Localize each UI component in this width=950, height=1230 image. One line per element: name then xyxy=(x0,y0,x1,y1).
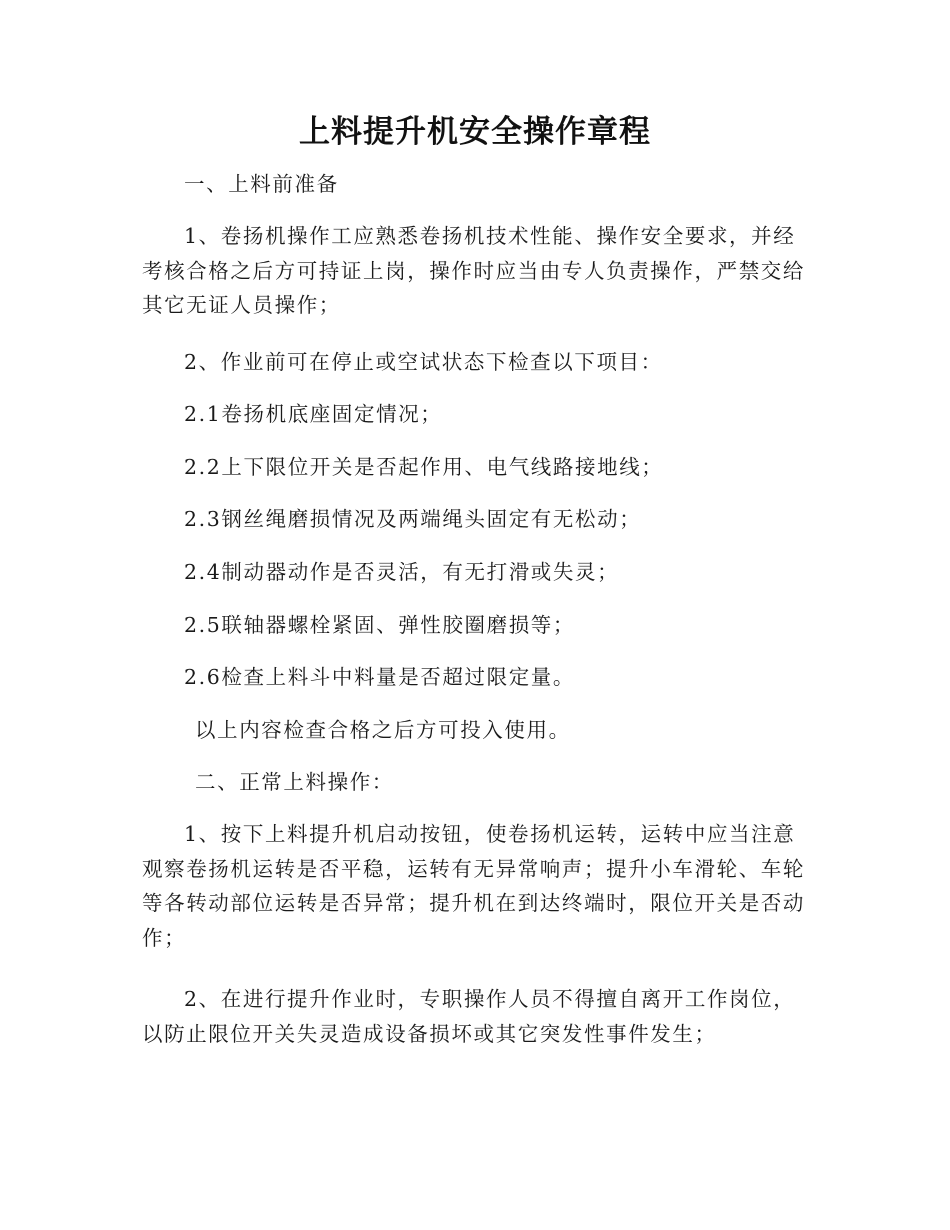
paragraph-check-conclusion: 以上内容检查合格之后方可投入使用。 xyxy=(195,718,571,742)
check-item-2-5: 2.5联轴器螺栓紧固、弹性胶圈磨损等； xyxy=(184,613,576,637)
check-item-2-3: 2.3钢丝绳磨损情况及两端绳头固定有无松动； xyxy=(184,507,642,531)
document-title: 上料提升机安全操作章程 xyxy=(299,114,651,150)
paragraph-start-hoist: 1、按下上料提升机启动按钮，使卷扬机运转，运转中应当注意观察卷扬机运转是否平稳，运转有无异常响声；提升小车滑轮、车轮等各转动部位运转是否异常；提升机在到达终端时，限位开关是否动作； xyxy=(142,822,805,950)
check-item-2-6: 2.6检查上料斗中料量是否超过限定量。 xyxy=(184,665,576,689)
paragraph-operator-qualification: 1、卷扬机操作工应熟悉卷扬机技术性能、操作安全要求，并经考核合格之后方可持证上岗，操作时应当由专人负责操作，严禁交给其它无证人员操作； xyxy=(142,224,805,317)
section-heading-preparation: 一、上料前准备 xyxy=(184,172,339,196)
check-item-2-1: 2.1卷扬机底座固定情况； xyxy=(184,402,443,426)
paragraph-stay-at-post: 2、在进行提升作业时，专职操作人员不得擅自离开工作岗位，以防止限位开关失灵造成设备损坏或其它突发性事件发生； xyxy=(142,987,796,1046)
section-heading-normal-operation: 二、正常上料操作： xyxy=(195,770,394,794)
check-item-2-4: 2.4制动器动作是否灵活，有无打滑或失灵； xyxy=(184,560,620,584)
check-item-2-2: 2.2上下限位开关是否起作用、电气线路接地线； xyxy=(184,455,664,479)
paragraph-pre-work-check: 2、作业前可在停止或空试状态下检查以下项目： xyxy=(184,350,663,374)
